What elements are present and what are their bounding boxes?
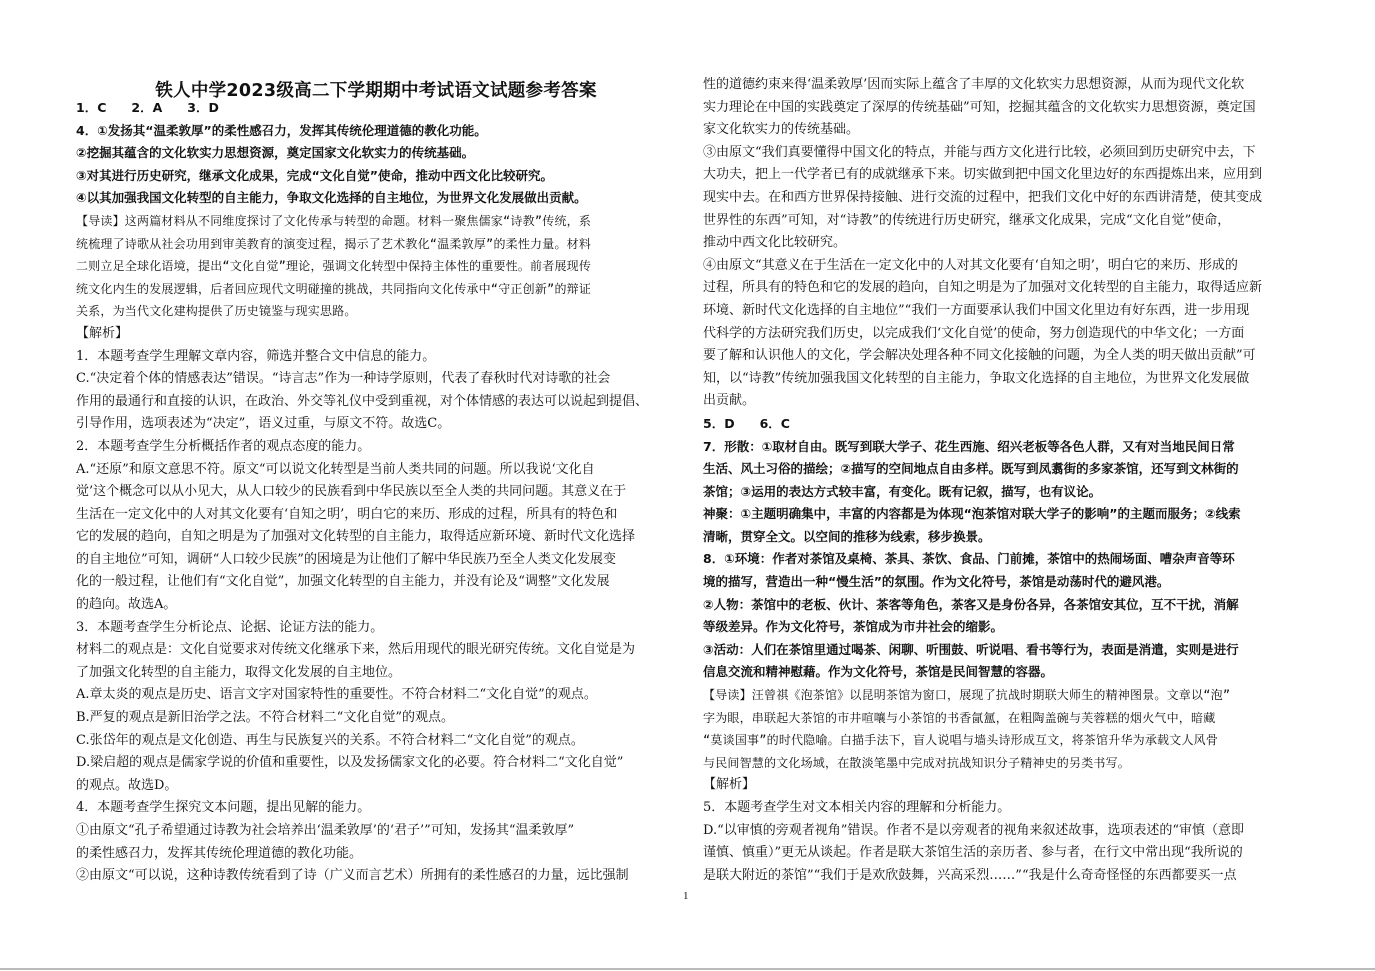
text-line: 茶馆；③运用的表达方式较丰富，有变化。既有记叙，描写，也有议论。	[703, 483, 1102, 499]
text-line: ②人物：茶馆中的老板、伙计、茶客等角色，茶客又是身份各异，各茶馆安其位，互不干扰，消解	[703, 596, 1239, 612]
text-line: 现实中去。在和西方世界保持接触、进行交流的过程中，把我们文化中好的东西讲清楚，使其变成	[703, 189, 1263, 205]
text-line: ②由原文“可以说，这种诗教传统看到了诗（广义而言艺术）所拥有的柔性感召的力量，远比强制	[76, 868, 629, 884]
text-line: 二则立足全球化语境，提出“文化自觉”理论，强调文化转型中保持主体性的重要性。前者展现传	[76, 259, 592, 274]
text-line: D.梁启超的观点是儒家学说的价值和重要性，以及发扬儒家文化的必要。符合材料二“文化自觉”	[76, 755, 624, 771]
text-line: 清晰，贯穿全文。以空间的推移为线索，移步换景。	[703, 528, 991, 544]
text-line: 关系，为当代文化建构提供了历史镜鉴与现实思路。	[76, 304, 357, 319]
text-line: 生活、风土习俗的描绘；②描写的空间地点自由多样。既写到凤翥街的多家茶馆，还写到文林街的	[703, 461, 1239, 477]
text-line: 世界性的东西”可知，对“诗教”的传统进行历史研究，继承文化成果，完成“文化自觉”使命，	[703, 212, 1231, 228]
text-line: 1．C 2．A 3．D	[76, 100, 219, 115]
right-column	[703, 74, 1303, 887]
text-line: ③由原文“我们真要懂得中国文化的特点，并能与西方文化进行比较，必须回到历史研究中去，下	[703, 144, 1256, 160]
left-column	[76, 97, 676, 888]
text-line: 是联大附近的茶馆”“我们于是欢欣鼓舞，兴高采烈……”“我是什么奇奇怪怪的东西都要买一点	[703, 867, 1237, 883]
text-line: 【导读】汪曾祺《泡茶馆》以昆明茶馆为窗口，展现了抗战时期联大师生的精神图景。文章以“泡”	[703, 688, 1231, 703]
text-line: ④由原文“其意义在于生活在一定文化中的人对其文化要有‘自知之明’，明白它的来历、形成的	[703, 257, 1238, 273]
text-line: 5．本题考查学生对文本相关内容的理解和分析能力。	[703, 800, 1011, 815]
text-line: 谨慎、慎重）”更无从谈起。作者是联大茶馆生活的亲历者、参与者，在行文中常出现“我所说的	[703, 845, 1243, 861]
text-line: 境的描写，营造出一种“慢生活”的氛围。作为文化符号，茶馆是动荡时代的避风港。	[703, 574, 1170, 590]
text-line: 推动中西文化比较研究。	[703, 235, 847, 251]
text-line: 出贡献。	[703, 393, 756, 409]
text-line: 大功夫，把上一代学者已有的成就继承下来。切实做到把中国文化里边好的东西提炼出来，应用到	[703, 167, 1263, 183]
text-line: 7．形散：①取材自由。既写到联大学子、花生西施、绍兴老板等各色人群，又有对当地民间日常	[703, 438, 1235, 454]
text-line: 2．本题考查学生分析概括作者的观点态度的能力。	[76, 438, 371, 454]
text-line: 觉’这个概念可以从小见大，从人口较少的民族看到中华民族以至全人类的共同问题。其意义在于	[76, 484, 627, 500]
text-line: D.“以审慎的旁观者视角”错误。作者不是以旁观者的视角来叙述故事，选项表述的“审慎（意即	[703, 822, 1245, 838]
text-line: 环境、新时代文化选择的自主地位”“我们一方面要承认我们中国文化里边有好东西，进一步用现	[703, 302, 1250, 318]
text-line: 知，以“诗教”传统加强我国文化转型的自主能力，争取文化选择的自主地位，为世界文化发展做	[703, 370, 1250, 386]
text-line: ④以其加强我国文化转型的自主能力，争取文化选择的自主地位，为世界文化发展做出贡献。	[76, 190, 587, 206]
text-line: 化的一般过程，让他们有“文化自觉”，加强文化转型的自主能力，并没有论及“调整”文化发展	[76, 574, 610, 590]
text-line: 字为眼，串联起大茶馆的市井喧嚷与小茶馆的书香氤氲，在粗陶盖碗与芙蓉糕的烟火气中，暗藏	[703, 710, 1216, 725]
text-line: B.严复的观点是新旧治学之法。不符合材料二“文化自觉”的观点。	[76, 710, 454, 726]
text-line: 4．本题考查学生探究文本问题，提出见解的能力。	[76, 800, 371, 816]
text-line: 的柔性感召力，发挥其传统伦理道德的教化功能。	[76, 845, 363, 861]
text-line: 【解析】	[76, 325, 129, 341]
text-line: 材料二的观点是：文化自觉要求对传统文化继承下来，然后用现代的眼光研究传统。文化自觉是为	[76, 642, 636, 658]
text-line: 过程，所具有的特色和它的发展的趋向，自知之明是为了加强对文化转型的自主能力，取得适应新	[703, 280, 1263, 296]
text-line: A.“还原”和原文意思不符。原文“可以说文化转型是当前人类共同的问题。所以我说‘文化自	[76, 461, 595, 477]
text-line: ③活动：人们在茶馆里通过喝茶、闲聊、听围鼓、听说唱、看书等行为，表面是消遣，实则是进行	[703, 641, 1239, 657]
page-bottom-divider	[0, 968, 1375, 970]
page-number: 1	[683, 890, 689, 902]
text-line: 代科学的方法研究我们历史，以完成我们‘文化自觉’的使命，努力创造现代的中华文化；一方面	[703, 325, 1245, 341]
text-line: 4．①发扬其“温柔敦厚”的柔性感召力，发挥其传统伦理道德的教化功能。	[76, 122, 487, 138]
text-line: C.“决定着个体的情感表达”错误。“诗言志”作为一种诗学原则，代表了春秋时代对诗歌的社会	[76, 371, 611, 387]
text-line: 8．①环境：作者对茶馆及桌椅、茶具、茶饮、食品、门前摊，茶馆中的热闹场面、嘈杂声音等环	[703, 551, 1235, 567]
text-line: ①由原文“孔子希望通过诗教为社会培养出‘温柔敦厚’的‘君子’”可知，发扬其“温柔敦厚”	[76, 823, 575, 838]
text-line: 实力理论在中国的实践奠定了深厚的传统基础”可知，挖掘其蕴含的文化软实力思想资源，奠定国	[703, 99, 1256, 115]
text-line: 生活在一定文化中的人对其文化要有‘自知之明’，明白它的来历、形成的过程，所具有的特色和	[76, 506, 618, 522]
text-line: 它的发展的趋向，自知之明是为了加强对文化转型的自主能力，取得适应新环境、新时代文化选择	[76, 529, 636, 545]
text-line: 与民间智慧的文化场域，在散淡笔墨中完成对抗战知识分子精神史的另类书写。	[703, 755, 1131, 770]
text-line: 【导读】这两篇材料从不同维度探讨了文化传承与转型的命题。材料一聚焦儒家“诗教”传统，系	[76, 213, 592, 228]
text-line: 【解析】	[703, 777, 756, 793]
text-line: “莫谈国事”的时代隐喻。白描手法下，盲人说唱与墙头诗形成互文，将茶馆升华为承载文人风骨	[703, 733, 1219, 748]
text-line: 等级差异。作为文化符号，茶馆成为市井社会的缩影。	[703, 619, 1004, 635]
text-line: 统文化内生的发展逻辑，后者回应现代文明碰撞的挑战，共同指向文化传承中“守正创新”的辩证	[76, 281, 592, 296]
text-line: 性的道德约束来得‘温柔敦厚’因而实际上蕴含了丰厚的文化软实力思想资源，从而为现代文化软	[703, 77, 1245, 92]
text-line: 了加强文化转型的自主能力，取得文化发展的自主地位。	[76, 664, 402, 680]
page-title: 铁人中学2023级高二下学期期中考试语文试题参考答案	[155, 81, 597, 101]
text-line: 的趋向。故选A。	[76, 597, 177, 613]
text-line: 的自主地位”可知，调研“人口较少民族”的困境是为让他们了解中华民族乃至全人类文化发展变	[76, 551, 616, 567]
text-line: 3．本题考查学生分析论点、论据、论证方法的能力。	[76, 619, 384, 635]
text-line: ③对其进行历史研究，继承文化成果，完成“文化自觉”使命，推动中西文化比较研究。	[76, 167, 554, 183]
text-line: 的观点。故选D。	[76, 777, 178, 793]
text-line: A.章太炎的观点是历史、语言文字对国家特性的重要性。不符合材料二“文化自觉”的观点。	[76, 687, 597, 703]
text-line: 引导作用，选项表述为“决定”，语义过重，与原文不符。故选C。	[76, 416, 451, 432]
text-line: 5．D 6．C	[703, 415, 790, 431]
text-line: 要了解和认识他人的文化，学会解决处理各种不同文化接触的问题，为全人类的明天做出贡献”可	[703, 348, 1256, 364]
text-line: C.张岱年的观点是文化创造、再生与民族复兴的关系。不符合材料二“文化自觉”的观点。	[76, 732, 584, 748]
text-line: 神聚：①主题明确集中，丰富的内容都是为体现“泡茶馆对联大学子的影响”的主题而服务；②线索	[703, 506, 1241, 522]
text-line: 家文化软实力的传统基础。	[703, 122, 860, 138]
text-line: 统梳理了诗歌从社会功用到审美教育的演变过程，揭示了艺术教化“温柔敦厚”的柔性力量。材料	[76, 236, 592, 251]
text-line: 作用的最通行和直接的认识，在政治、外交等礼仪中受到重视，对个体情感的表达可以说起到提倡、	[76, 393, 649, 409]
text-line: 信息交流和精神慰藉。作为文化符号，茶馆是民间智慧的容器。	[703, 664, 1054, 680]
text-line: ②挖掘其蕴含的文化软实力思想资源，奠定国家文化软实力的传统基础。	[76, 145, 475, 161]
text-line: 1．本题考查学生理解文章内容，筛选并整合文中信息的能力。	[76, 348, 436, 364]
